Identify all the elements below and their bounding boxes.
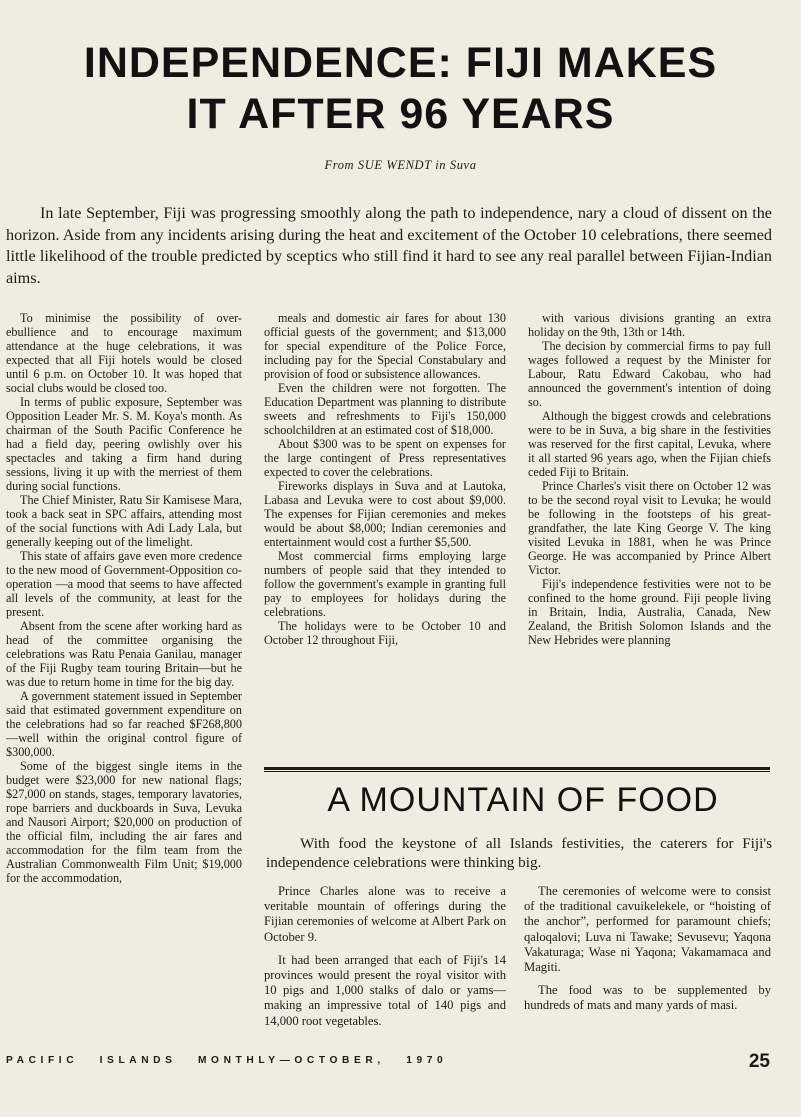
page-number: 25 — [748, 1051, 770, 1072]
col2-paragraph: Most commercial firms employing large numbers of people said that they intended to follow the government's example in granting full pay to employees for holidays during the celebrations. — [264, 549, 506, 619]
food-colB-paragraph: The ceremonies of welcome were to consist of the traditional cavuikelekele, or “hoisting of the anchor”, performed for paramount chiefs; qaloqalovi; Luva ni Tawake; Sevusevu; Yaqona Vakaturaga; Wase ni Yaqona; Vakamamaca and Magiti. — [524, 884, 771, 975]
food-intro: With food the keystone of all Islands festivities, the caterers for Fiji's independence celebrations were thinking big. — [266, 835, 772, 871]
col1-paragraph: Absent from the scene after working hard as head of the committee organising the celebrations was Ratu Penaia Ganilau, manager of the Fiji Rugby team touring Britain—but he was due to return home in time for the big day. — [6, 619, 242, 689]
col3-paragraph: Fiji's independence festivities were not to be confined to the home ground. Fiji people living in Britain, India, Australia, Canada, New Zealand, the British Solomon Islands and the New Hebrides were planning — [528, 577, 771, 647]
intro-paragraph: In late September, Fiji was progressing smoothly along the path to independence, nary a cloud of dissent on the horizon. Aside from any incidents arising during the heat and excitement of the October 10 celebrations, there seemed little likelihood of the trouble predicted by sceptics who still find it hard to see any real parallel between Fijian-Indian aims. — [6, 204, 772, 287]
col2-paragraph: About $300 was to be spent on expenses for the large contingent of Press representatives expected to cover the celebrations. — [264, 437, 506, 479]
col3-paragraph: Prince Charles's visit there on October 12 was to be the second royal visit to Levuka; he would be following in the footsteps of his great-grandfather, the late King George V. The king visited Levuka in 1881, when he was Prince George. He was accompanied by Prince Albert Victor. — [528, 479, 771, 577]
col3-paragraph: Although the biggest crowds and celebrations were to be in Suva, a big share in the festivities was reserved for the first capital, Levuka, where it all started 96 years ago, when the Fijian chiefs ceded Fiji to Britain. — [528, 409, 771, 479]
byline: From SUE WENDT in Suva — [324, 158, 477, 172]
column-3 — [528, 311, 771, 647]
col3-paragraph: with various divisions granting an extra holiday on the 9th, 13th or 14th. — [528, 311, 771, 339]
col3-paragraph: The decision by commercial firms to pay full wages followed a request by the Minister for Labour, Ratu Edward Cakobau, who had announced the government's intention of doing so. — [528, 339, 771, 409]
col1-paragraph: In terms of public exposure, September was Opposition Leader Mr. S. M. Koya's month. As chairman of the South Pacific Conference he had a field day, peering owlishly over his spectacles and taking a firm hand during sessions, living it up with the merriest of them during social functions. — [6, 395, 242, 493]
masthead: PACIFIC ISLANDS MONTHLY—OCTOBER, 1970 — [6, 1055, 448, 1066]
food-colA-paragraph: It had been arranged that each of Fiji's 14 provinces would present the royal visitor with 10 pigs and 1,000 stalks of dalo or yams—making an impressive total of 140 pigs and 14,000 root vegetables. — [264, 952, 506, 1028]
col1-paragraph: This state of affairs gave even more credence to the new mood of Government-Opposition co-operation —a mood that seems to have affected all levels of the community, at least for the present. — [6, 549, 242, 619]
food-column-a — [264, 884, 506, 1029]
article-headline — [0, 38, 801, 140]
col2-paragraph: Fireworks displays in Suva and at Lautoka, Labasa and Levuka were to cost about $9,000. The expenses for Fijian ceremonies and mekes would be about $8,000; Indian ceremonies and entertainment would cost a further $5,500. — [264, 479, 506, 549]
col2-paragraph: Even the children were not forgotten. The Education Department was planning to distribute sweets and refreshments to Fiji's 150,000 schoolchildren at an estimated cost of $18,000. — [264, 381, 506, 437]
food-column-b — [524, 884, 771, 1014]
food-headline: A MOUNTAIN OF FOOD — [327, 781, 719, 819]
col1-paragraph: A government statement issued in September said that estimated government expenditure on the celebrations had so far reached $F268,800 —well within the original control figure of $300,000. — [6, 689, 242, 759]
section-divider-thin — [264, 771, 770, 772]
headline-line-1: INDEPENDENCE: FIJI MAKES — [83, 39, 718, 87]
col1-paragraph: To minimise the possibility of over-ebullience and to encourage maximum attendance at the huge celebrations, it was expected that all Fiji hotels would be closed until 6 p.m. on October 10. It was hoped that social clubs would be closed too. — [6, 311, 242, 395]
food-colA-paragraph: Prince Charles alone was to receive a veritable mountain of offerings during the Fijian ceremonies of welcome at Albert Park on October 9. — [264, 884, 506, 944]
food-colB-paragraph: The food was to be supplemented by hundreds of mats and many yards of masi. — [524, 983, 771, 1013]
headline-line-2: IT AFTER 96 YEARS — [186, 90, 615, 138]
page-footer — [6, 1051, 776, 1071]
col2-paragraph: meals and domestic air fares for about 130 official guests of the government; and $13,000 for special expenditure of the Police Force, including pay for the Special Constabulary and provision of food or subsistence allowances. — [264, 311, 506, 381]
col2-paragraph: The holidays were to be October 10 and October 12 throughout Fiji, — [264, 619, 506, 647]
column-1 — [6, 311, 242, 885]
col1-paragraph: Some of the biggest single items in the budget were $23,000 for new national flags; $27,000 on stands, stages, temporary lavatories, rope barriers and duckboards in Suva, Levuka and Nausori Airport; $20,000 on production of the official film, including the air fares and accommodation for the film team from the Australian Commonwealth Film Unit; $19,000 for the accommodation, — [6, 759, 242, 885]
section-divider — [264, 767, 770, 770]
column-2 — [264, 311, 506, 647]
col1-paragraph: The Chief Minister, Ratu Sir Kamisese Mara, took a back seat in SPC affairs, attending most of the social functions with Adi Lady Lala, but generally keeping out of the limelight. — [6, 493, 242, 549]
